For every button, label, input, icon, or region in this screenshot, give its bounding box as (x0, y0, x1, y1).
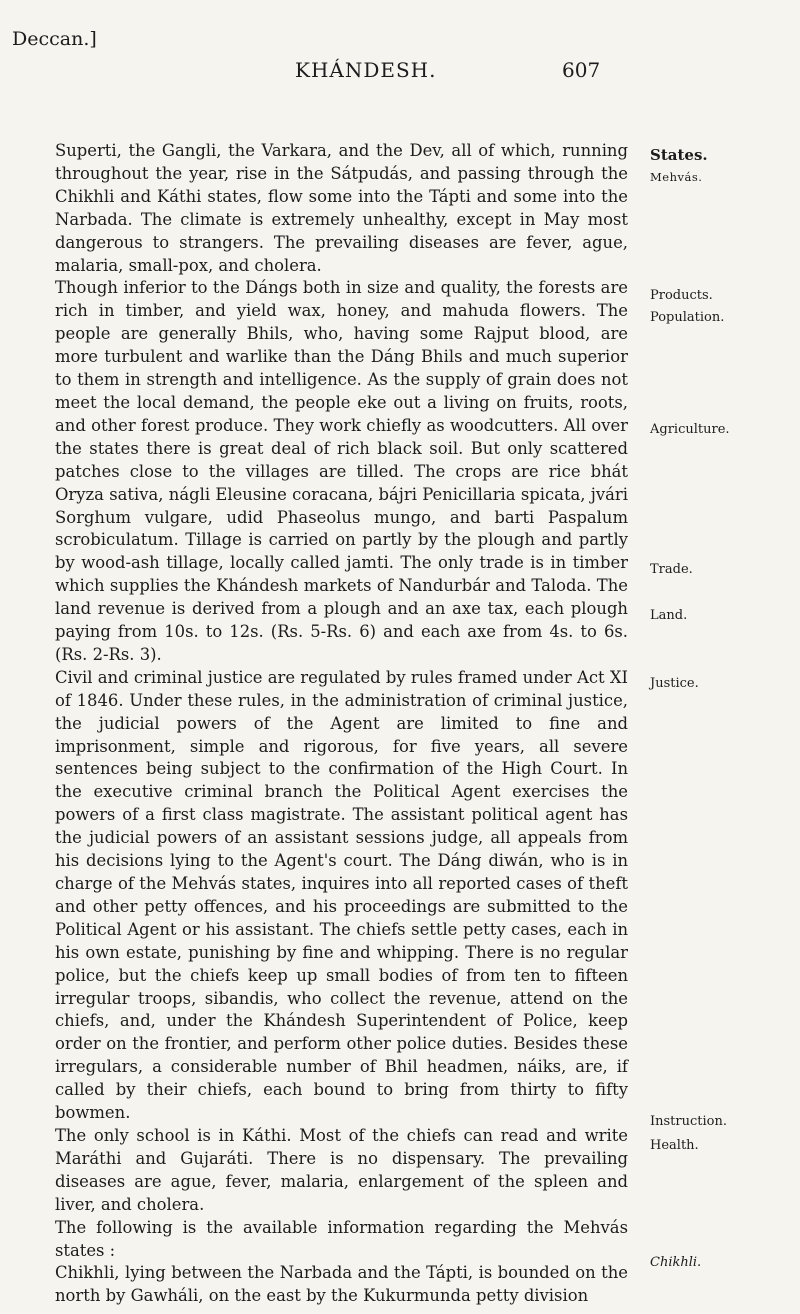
page-number: 607 (562, 58, 601, 82)
margin-note-instruction: Instruction. (650, 1114, 727, 1129)
paragraph-chikhli: Chikhli, lying between the Narbada and the Tápti, is bounded on the north by Gawháli, on the east by the Kukurmunda petty division (55, 1263, 628, 1306)
body-text (55, 140, 628, 1308)
paragraph-mehvas-intro: The following is the available information regarding the Mehvás states : (55, 1217, 628, 1260)
paragraph-justice: Civil and criminal justice are regulated by rules framed under Act XI of 1846. Under these rules, in the administration of criminal justice, the judicial powers of the Agent are limited to fine and imprisonment, simple and rigorous, for five years, all severe sentences being subject to the confirmation of the High Court. In the executive criminal branch the Political Agent exercises the powers of a first class magistrate. The assistant political agent has the judicial powers of an assistant sessions judge, all appeals from his decisions lying to the Agent's court. The Dáng diwán, who is in charge of the Mehvás states, inquires into all reported cases of theft and other petty offences, and his proceedings are submitted to the Political Agent or his assistant. The chiefs settle petty cases, each in his own estate, punishing by fine and whipping. There is no regular police, but the chiefs keep up small bodies of from ten to fifteen irregular troops, sibandis, who collect the revenue, attend on the chiefs, and, under the Khándesh Superintendent of Police, keep order on the frontier, and perform other police duties. Besides these irregulars, a considerable number of Bhil headmen, náiks, are, if called by their chiefs, each bound to bring from thirty to fifty bowmen. (55, 667, 628, 1123)
margin-note-population: Population. (650, 310, 725, 325)
margin-note-mehvas: Mehvás. (650, 170, 703, 184)
margin-note-land: Land. (650, 608, 688, 623)
margin-note-states: States. (650, 146, 708, 164)
margin-note-health: Health. (650, 1138, 699, 1153)
margin-note-trade: Trade. (650, 562, 693, 577)
paragraph-instruction-health: The only school is in Káthi. Most of the chiefs can read and write Maráthi and Gujaráti. There is no dispensary. The prevailing diseases are ague, fever, malaria, enlargement of the spleen and liver, and cholera. (55, 1125, 628, 1214)
running-section-head: Deccan.] (12, 28, 97, 50)
margin-note-justice: Justice. (650, 676, 699, 691)
margin-note-chikhli: Chikhli. (650, 1255, 702, 1270)
paragraph-rivers-climate: Superti, the Gangli, the Varkara, and the Dev, all of which, running throughout the year, rise in the Sátpudás, and passing through the Chikhli and Káthi states, flow some into the Tápti and some into the Narbada. The climate is extremely unhealthy, except in May most dangerous to strangers. The prevailing diseases are fever, ague, malaria, small-pox, and cholera. (55, 141, 628, 275)
paragraph-products-population: Though inferior to the Dángs both in size and quality, the forests are rich in timber, and yield wax, honey, and mahuda flowers. The people are generally Bhils, who, having some Rajput blood, are more turbulent and warlike than the Dáng Bhils and much superior to them in strength and intelligence. As the supply of grain does not meet the local demand, the people eke out a living on fruits, roots, and other forest produce. They work chiefly as woodcutters. All over the states there is great deal of rich black soil. But only scattered patches close to the villages are tilled. The crops are rice bhát Oryza sativa, nágli Eleusine coracana, bájri Penicillaria spicata, jvári Sorghum vulgare, udid Phaseolus mungo, and barti Paspalum scrobiculatum. Tillage is carried on partly by the plough and partly by wood-ash tillage, locally called jamti. The only trade is in timber which supplies the Khándesh markets of Nandurbár and Taloda. The land revenue is derived from a plough and an axe tax, each plough paying from 10s. to 12s. (Rs. 5-Rs. 6) and each axe from 4s. to 6s. (Rs. 2-Rs. 3). (55, 278, 628, 664)
margin-note-agriculture: Agriculture. (650, 422, 730, 437)
margin-note-products: Products. (650, 288, 713, 303)
page-title: KHÁNDESH. (295, 58, 437, 82)
